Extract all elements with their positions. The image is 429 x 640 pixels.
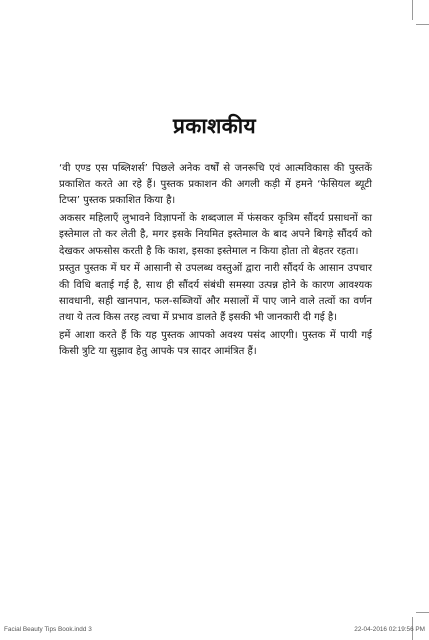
paragraph-4: हमें आशा करते हैं कि यह पुस्तक आपको अवश्य पसंद आएगी। पुस्तक में पायी गई किसी त्रुटि या सुझाव हेतु आपके पत्र सादर आमंत्रित हैं। [59, 329, 372, 358]
slug-file-info: Facial Beauty Tips Book.indd 3 [4, 626, 92, 633]
page-title: प्रकाशकीय [172, 114, 257, 138]
paragraph-2: अकसर महिलाएँ लुभावने विज्ञापनों के शब्दजाल में फंसकर कृत्रिम सौंदर्य प्रसाधनों का इस्तेमाल तो कर लेती है, मगर इसके नियमित इस्तेमाल के बाद अपने बिगड़े सौंदर्य को देखकर अफसोस करती है कि काश, इसका इस्तेमाल न किया होता तो बेहतर रहता। [59, 213, 372, 257]
crop-mark-top-right [412, 0, 413, 20]
paragraph-1: ‘वी एण्ड एस पब्लिशर्स’ पिछले अनेक वर्षों से जनरूचि एवं आत्मविकास की पुस्तकें प्रकाशित करते आ रहे हैं। पुस्तक प्रकाशन की अगली कड़ी में हमने ‘फेसियल ब्यूटी टिप्स’ पुस्तक प्रकाशित किया है। [59, 163, 372, 207]
slug-timestamp: 22-04-2016 02:19:56 PM [354, 626, 425, 633]
foreword-body [59, 161, 372, 362]
crop-mark-right-top [416, 24, 429, 25]
crop-mark-right-bottom [416, 612, 429, 613]
paragraph-3: प्रस्तुत पुस्तक में घर में आसानी से उपलब्ध वस्तुओं द्वारा नारी सौंदर्य के आसान उपचार की विधि बताई गई है, साथ ही सौंदर्य संबंधी समस्या उत्पन्न होने के कारण आवश्यक सावधानी, सही खानपान, फल-सब्जियों और मसालों में पाए जाने वाले तत्वों का वर्णन तथा ये तत्व किस तरह त्वचा में प्रभाव डालते हैं इसकी भी जानकारी दी गई है। [59, 263, 372, 324]
